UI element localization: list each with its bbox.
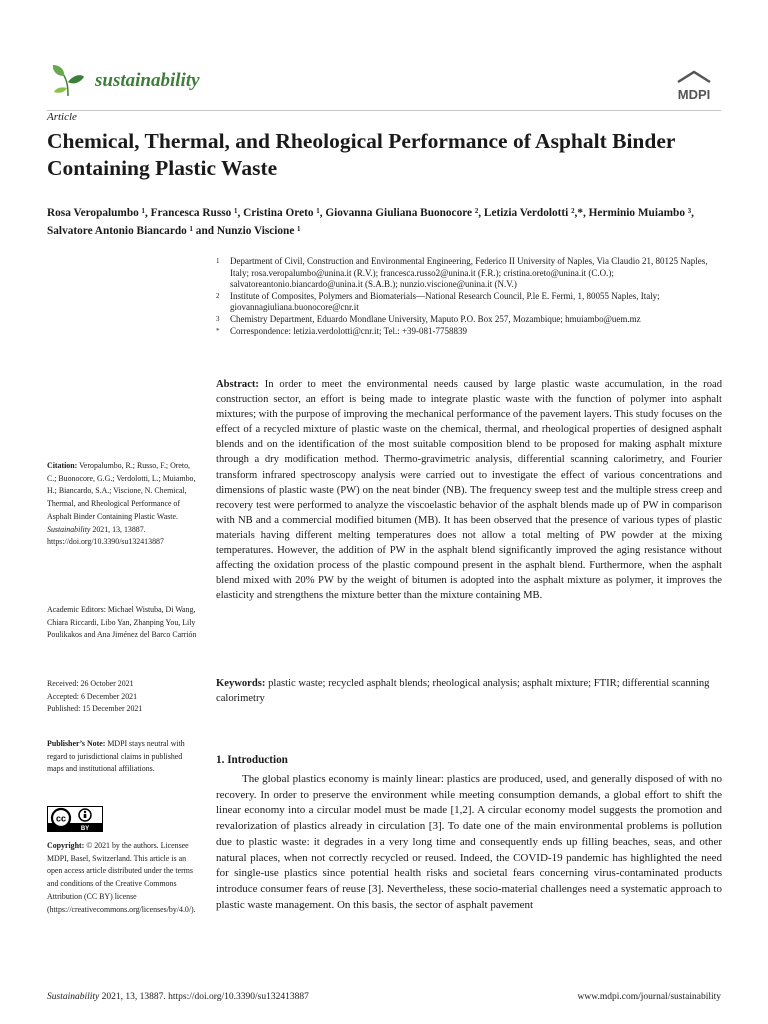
copyright-block — [47, 840, 197, 916]
affiliations — [216, 256, 726, 337]
affiliation-item — [216, 314, 726, 326]
copyright-text: © 2021 by the authors. Licensee MDPI, Basel, Switzerland. This article is an open access article distributed under the terms and conditions of the Creative Commons Attribution (CC BY) license (https://creativecommons.org/licenses/by/4.0/). — [47, 841, 196, 914]
citation-journal: Sustainability — [47, 524, 91, 534]
affiliation-text: Institute of Composites, Polymers and Biomaterials—National Research Council, P.le E. Fermi, 1, 80055 Naples, Italy; giovannagiuliana.buonocore@cnr.it — [230, 290, 660, 313]
section-heading-introduction: 1. Introduction — [216, 754, 288, 766]
journal-name: sustainability — [95, 70, 200, 91]
publisher-note-label: Publisher’s Note: — [47, 739, 106, 748]
affiliation-text: Chemistry Department, Eduardo Mondlane University, Maputo P.O. Box 257, Mozambique; hmuiambo@uem.mz — [230, 313, 641, 324]
academic-editors: Academic Editors: Michael Wistuba, Di Wang, Chiara Riccardi, Libo Yan, Zhanping You, Lily Poulikakos and Ana Jiménez del Barco Carrión — [47, 605, 197, 640]
citation-text: Veropalumbo, R.; Russo, F.; Oreto, C.; Buonocore, G.G.; Verdolotti, L.; Muiambo, H.; Biancardo, S.A.; Viscione, N. Chemical, Thermal, and Rheological Performance of Asphalt Binder Containing Plastic Waste. — [47, 461, 196, 521]
accepted-date: Accepted: 6 December 2021 — [47, 691, 138, 701]
publisher-note — [47, 738, 197, 776]
paper-title: Chemical, Thermal, and Rheological Performance of Asphalt Binder Containing Plastic Waste — [47, 129, 676, 180]
abstract-label: Abstract: — [216, 379, 259, 390]
footer-journal: Sustainability — [47, 992, 100, 1002]
affiliation-item — [216, 326, 726, 338]
keywords-text: plastic waste; recycled asphalt blends; rheological analysis; asphalt mixture; FTIR; differential scanning calorimetry — [216, 678, 710, 705]
published-date: Published: 15 December 2021 — [47, 704, 143, 714]
footer-journal-url[interactable]: www.mdpi.com/journal/sustainability — [577, 992, 721, 1002]
affiliation-mark: * — [216, 326, 220, 335]
citation-doi[interactable]: 2021, 13, 13887. https://doi.org/10.3390/su132413887 — [47, 524, 164, 547]
svg-text:cc: cc — [55, 813, 67, 824]
publisher-note-text: MDPI stays neutral with regard to jurisdictional claims in published maps and institutional affiliations. — [47, 739, 185, 774]
affiliation-mark: 1 — [216, 257, 220, 265]
affiliation-item — [216, 256, 726, 291]
introduction-paragraph: The global plastics economy is mainly linear: plastics are produced, used, and generally disposed of with no recovery. In order to preserve the environment while meeting consumption demands, a global effort to shift the linear economy into a circular model must be made [1,2]. A circular economy model suggests the promotion and revalorization of plastics already in circulation [3]. To date one of the main environmental problems is pollution due to plastic waste: it degrades in a very long time and consequently ends up filling beaches, seas, and other natural places, when not correctly recycled or reused. Indeed, the COVID-19 pandemic has highlighted the need for single-use plastics since potential health risks and societal fears concerning virus-contaminated products introduce consumer fears of reuse [3]. Nevertheless, these socio-material challenges need a systematic approach to plastic waste management. On this basis, the sector of asphalt pavement — [216, 773, 722, 911]
abstract-text: In order to meet the environmental needs caused by large plastic waste accumulation, in the road construction sector, an effort is being made to integrate plastic waste with the function of polymer into asphalt mixtures; with the purpose of improving the mechanical performance of the pavement layers. This study focuses on the effect of a recycled mixture of plastic waste on the chemical, thermal, and rheological properties of designed asphalt blends and on the identification of the most suitable composition blend to be proposed for making asphalt mixture through a dry modification method. Thermo-gravimetric analysis, differential scanning calorimetry, and Fourier transform infrared spectroscopy analysis were carried out to investigate the effect of various concentrations and dimensions of plastic waste (PW) on the neat binder (NB). The frequency sweep test and the multiple stress creep and recovery test were performed to analyze the viscoelastic behavior of the asphalt blends made up of PW in comparison with NB and a commercial modified bitumen (MB). It has been observed that the presence of various types of plastic materials having different melting temperatures does not allow a total melting of PW powder at the mixing temperatures. However, the addition of PW in the asphalt blend significantly improved the aging resistance without affecting the oxidation process of the plastic compound present in the asphalt blend. Furthermore, when the asphalt blend mixed with 20% PW by the weight of bitumen is adopted into the asphalt mixture as polymer, it improves the elasticity and strengthens the mixture better than the mixture containing MB. — [216, 379, 722, 602]
copyright-label: Copyright: — [47, 841, 85, 850]
mdpi-logo-icon — [668, 68, 720, 106]
publication-dates — [47, 678, 197, 716]
header-divider — [47, 110, 721, 111]
leaf-logo-icon — [50, 62, 86, 98]
article-type: Article — [47, 111, 77, 123]
affiliation-text: Correspondence: letizia.verdolotti@cnr.it; Tel.: +39-081-7758839 — [230, 325, 468, 336]
footer-doi[interactable]: 2021, 13, 13887. https://doi.org/10.3390/su132413887 — [101, 992, 309, 1002]
affiliation-mark: 2 — [216, 291, 220, 300]
citation-block — [47, 460, 197, 549]
affiliation-item — [216, 291, 726, 314]
cc-by-license-icon[interactable] — [47, 806, 103, 832]
citation-label: Citation: — [47, 461, 78, 470]
svg-text:BY: BY — [80, 826, 90, 832]
affiliation-text: Department of Civil, Construction and Environmental Engineering, Federico II University of Naples, Via Claudio 21, 80125 Naples, Italy; rosa.veropalumbo@unina.it (R.V.); francesca.russo2@unina.it (F.R.); cristina.oreto@unina.it (C.O.); salvatoreantonio.biancardo@unina.it (S.A.B.); nunzio.viscione@unina.it (N.V.) — [230, 256, 708, 290]
footer-citation — [47, 992, 309, 1002]
keywords — [216, 676, 722, 706]
author-list: Rosa Veropalumbo ¹, Francesca Russo ¹, Cristina Oreto ¹, Giovanna Giuliana Buonocore ², Letizia Verdolotti ²,*, Herminio Muiambo ³, Salvatore Antonio Biancardo ¹ and Nunzio Viscione ¹ — [47, 207, 695, 237]
introduction-body — [216, 772, 722, 913]
abstract — [216, 377, 722, 603]
affiliation-mark: 3 — [216, 314, 220, 323]
received-date: Received: 26 October 2021 — [47, 679, 134, 688]
keywords-label: Keywords: — [216, 678, 266, 689]
mdpi-logo-text: MDPI — [677, 87, 711, 102]
